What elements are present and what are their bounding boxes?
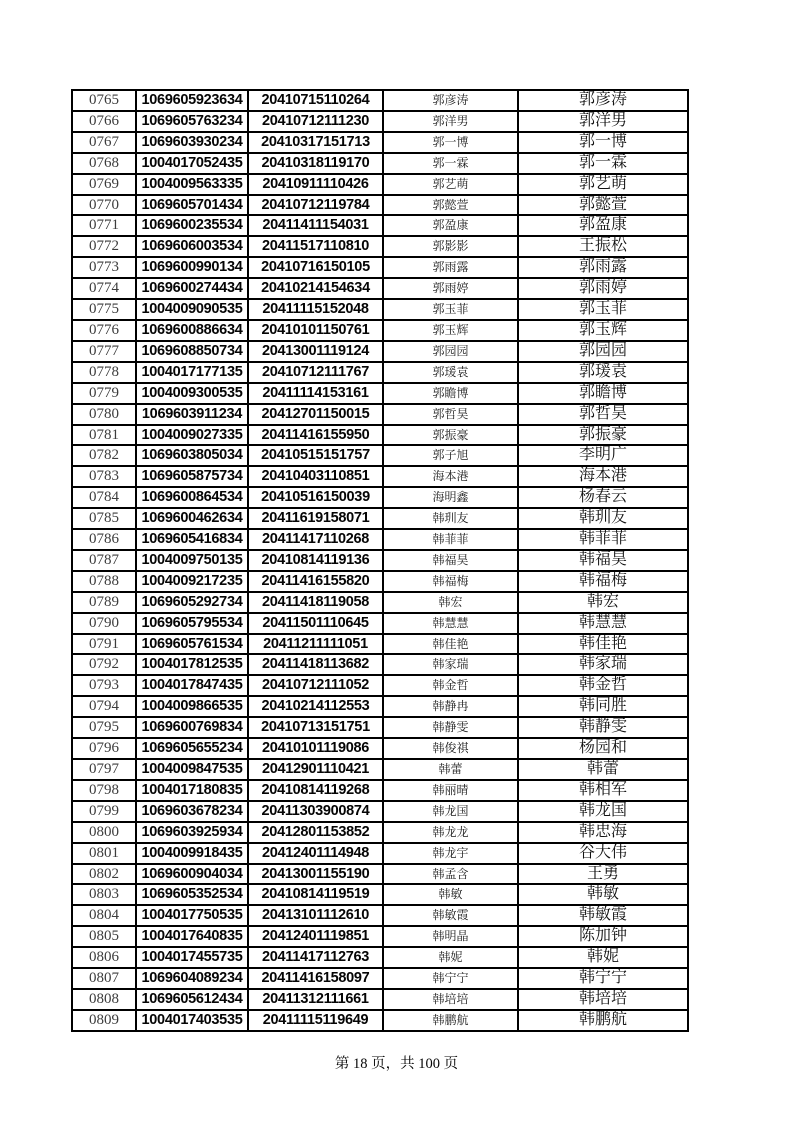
cell-serial: 0798 [72,780,136,801]
cell-code-a: 1069603911234 [136,404,248,425]
cell-code-a: 1004017403535 [136,1010,248,1031]
cell-name-secondary: 韩敏 [518,884,688,905]
cell-code-b: 20410515151757 [248,445,383,466]
cell-name-secondary: 郭懿萱 [518,195,688,216]
cell-code-a: 1069600904034 [136,864,248,885]
cell-code-a: 1069600274434 [136,278,248,299]
cell-code-a: 1069600769834 [136,717,248,738]
cell-name-secondary: 郭一博 [518,132,688,153]
cell-name-primary: 郭盈康 [383,215,518,236]
cell-name-secondary: 郭艺萌 [518,174,688,195]
cell-code-a: 1069606003534 [136,236,248,257]
cell-name-primary: 郭玉菲 [383,299,518,320]
table-row [72,1010,688,1031]
cell-name-secondary: 郭洋男 [518,111,688,132]
cell-code-b: 20410214154634 [248,278,383,299]
cell-name-secondary: 李明广 [518,445,688,466]
table-row [72,926,688,947]
table-row [72,404,688,425]
cell-name-secondary: 韩菲菲 [518,529,688,550]
cell-serial: 0784 [72,487,136,508]
cell-name-secondary: 郭一霖 [518,153,688,174]
cell-name-primary: 郭彦涛 [383,90,518,111]
table-row [72,111,688,132]
cell-name-primary: 韩静冉 [383,696,518,717]
cell-name-secondary: 郭园园 [518,341,688,362]
cell-name-primary: 韩玔友 [383,508,518,529]
cell-name-secondary: 韩慧慧 [518,613,688,634]
cell-code-a: 1004017455735 [136,947,248,968]
cell-name-secondary: 郭瑗袁 [518,362,688,383]
cell-code-b: 20411417110268 [248,529,383,550]
cell-code-a: 1069600462634 [136,508,248,529]
cell-name-secondary: 郭彦涛 [518,90,688,111]
table-row [72,508,688,529]
cell-serial: 0777 [72,341,136,362]
cell-name-primary: 韩佳艳 [383,634,518,655]
table-row [72,738,688,759]
cell-code-a: 1069604089234 [136,968,248,989]
cell-name-secondary: 韩宁宁 [518,968,688,989]
cell-serial: 0801 [72,843,136,864]
table-row [72,383,688,404]
cell-code-a: 1069603925934 [136,822,248,843]
cell-code-a: 1069605701434 [136,195,248,216]
cell-serial: 0809 [72,1010,136,1031]
cell-serial: 0774 [72,278,136,299]
cell-code-a: 1004017847435 [136,675,248,696]
cell-name-primary: 郭振豪 [383,425,518,446]
cell-name-secondary: 韩同胜 [518,696,688,717]
cell-code-b: 20411418119058 [248,592,383,613]
cell-code-a: 1069608850734 [136,341,248,362]
cell-name-secondary: 韩敏霞 [518,905,688,926]
cell-name-primary: 郭一霖 [383,153,518,174]
cell-code-b: 20413001155190 [248,864,383,885]
cell-code-a: 1004017640835 [136,926,248,947]
table-row [72,341,688,362]
table-row [72,968,688,989]
cell-serial: 0782 [72,445,136,466]
cell-name-primary: 郭艺萌 [383,174,518,195]
table-row [72,780,688,801]
cell-name-primary: 韩孟含 [383,864,518,885]
cell-code-a: 1069605292734 [136,592,248,613]
table-row [72,153,688,174]
cell-code-a: 1069605763234 [136,111,248,132]
cell-name-secondary: 郭哲昊 [518,404,688,425]
cell-name-secondary: 韩家瑞 [518,654,688,675]
cell-code-b: 20412401114948 [248,843,383,864]
cell-name-secondary: 韩静雯 [518,717,688,738]
cell-serial: 0808 [72,989,136,1010]
table-row [72,613,688,634]
cell-serial: 0780 [72,404,136,425]
cell-name-secondary: 杨园和 [518,738,688,759]
cell-name-primary: 海本港 [383,466,518,487]
table-row [72,717,688,738]
cell-code-a: 1004017180835 [136,780,248,801]
cell-name-primary: 郭子旭 [383,445,518,466]
cell-name-secondary: 郭玉菲 [518,299,688,320]
table-row [72,278,688,299]
cell-serial: 0767 [72,132,136,153]
table-row [72,759,688,780]
cell-code-b: 20410712111230 [248,111,383,132]
cell-serial: 0779 [72,383,136,404]
cell-code-b: 20410516150039 [248,487,383,508]
table-row [72,592,688,613]
cell-name-primary: 郭一博 [383,132,518,153]
cell-code-a: 1004017750535 [136,905,248,926]
cell-serial: 0790 [72,613,136,634]
cell-code-b: 20411115152048 [248,299,383,320]
roster-table-body [72,90,688,1031]
cell-code-a: 1004009918435 [136,843,248,864]
cell-code-a: 1004009563335 [136,174,248,195]
cell-name-secondary: 韩福梅 [518,571,688,592]
cell-name-primary: 郭哲昊 [383,404,518,425]
table-row [72,822,688,843]
cell-name-secondary: 韩忠海 [518,822,688,843]
cell-serial: 0802 [72,864,136,885]
cell-code-b: 20411312111661 [248,989,383,1010]
cell-name-primary: 韩龙龙 [383,822,518,843]
cell-name-primary: 海明鑫 [383,487,518,508]
table-row [72,529,688,550]
table-row [72,299,688,320]
cell-name-secondary: 韩龙国 [518,801,688,822]
cell-code-b: 20411517110810 [248,236,383,257]
cell-name-secondary: 韩玔友 [518,508,688,529]
cell-name-primary: 韩培培 [383,989,518,1010]
cell-name-secondary: 韩金哲 [518,675,688,696]
cell-code-b: 20410317151713 [248,132,383,153]
cell-name-primary: 韩金哲 [383,675,518,696]
cell-name-secondary: 海本港 [518,466,688,487]
cell-code-b: 20411416155820 [248,571,383,592]
cell-name-primary: 韩敏 [383,884,518,905]
cell-code-a: 1004017052435 [136,153,248,174]
table-row [72,571,688,592]
cell-name-primary: 郭影影 [383,236,518,257]
cell-code-b: 20411115119649 [248,1010,383,1031]
cell-name-primary: 郭玉辉 [383,320,518,341]
cell-name-primary: 韩家瑞 [383,654,518,675]
cell-name-secondary: 谷大伟 [518,843,688,864]
cell-code-b: 20410214112553 [248,696,383,717]
table-row [72,634,688,655]
cell-code-b: 20411303900874 [248,801,383,822]
table-row [72,675,688,696]
cell-name-primary: 韩宁宁 [383,968,518,989]
table-row [72,905,688,926]
table-row [72,257,688,278]
cell-name-primary: 郭懿萱 [383,195,518,216]
cell-serial: 0772 [72,236,136,257]
table-row [72,801,688,822]
cell-serial: 0765 [72,90,136,111]
cell-code-a: 1069603805034 [136,445,248,466]
cell-name-primary: 韩蕾 [383,759,518,780]
cell-code-a: 1069605923634 [136,90,248,111]
cell-name-primary: 韩丽晴 [383,780,518,801]
cell-code-b: 20410712111052 [248,675,383,696]
cell-code-a: 1069605612434 [136,989,248,1010]
table-row [72,320,688,341]
cell-serial: 0787 [72,550,136,571]
cell-name-primary: 韩龙宇 [383,843,518,864]
cell-serial: 0768 [72,153,136,174]
cell-name-primary: 韩宏 [383,592,518,613]
cell-name-primary: 郭洋男 [383,111,518,132]
cell-serial: 0806 [72,947,136,968]
cell-name-secondary: 王振松 [518,236,688,257]
cell-serial: 0793 [72,675,136,696]
cell-name-secondary: 韩佳艳 [518,634,688,655]
cell-name-primary: 韩妮 [383,947,518,968]
cell-code-b: 20410814119519 [248,884,383,905]
cell-name-primary: 韩福梅 [383,571,518,592]
cell-name-primary: 郭瑗袁 [383,362,518,383]
cell-code-b: 20412401119851 [248,926,383,947]
cell-name-secondary: 郭振豪 [518,425,688,446]
table-row [72,174,688,195]
cell-name-secondary: 杨春云 [518,487,688,508]
cell-code-b: 20411411154031 [248,215,383,236]
cell-code-b: 20413001119124 [248,341,383,362]
cell-serial: 0789 [72,592,136,613]
cell-code-a: 1069600886634 [136,320,248,341]
cell-code-a: 1004009090535 [136,299,248,320]
cell-serial: 0773 [72,257,136,278]
cell-name-secondary: 韩相军 [518,780,688,801]
cell-code-b: 20410716150105 [248,257,383,278]
cell-serial: 0786 [72,529,136,550]
cell-code-b: 20412801153852 [248,822,383,843]
cell-code-b: 20412901110421 [248,759,383,780]
cell-code-a: 1004009027335 [136,425,248,446]
cell-code-a: 1069605875734 [136,466,248,487]
cell-code-a: 1069603678234 [136,801,248,822]
cell-code-b: 20411501110645 [248,613,383,634]
cell-name-secondary: 韩福昊 [518,550,688,571]
cell-code-b: 20410814119268 [248,780,383,801]
cell-serial: 0799 [72,801,136,822]
table-row [72,445,688,466]
cell-serial: 0788 [72,571,136,592]
cell-name-primary: 郭雨婷 [383,278,518,299]
cell-code-a: 1004009300535 [136,383,248,404]
cell-name-secondary: 郭盈康 [518,215,688,236]
cell-name-secondary: 郭雨露 [518,257,688,278]
table-row [72,550,688,571]
cell-serial: 0766 [72,111,136,132]
cell-serial: 0807 [72,968,136,989]
cell-serial: 0792 [72,654,136,675]
table-row [72,466,688,487]
cell-name-primary: 韩菲菲 [383,529,518,550]
cell-code-b: 20410713151751 [248,717,383,738]
cell-name-secondary: 韩宏 [518,592,688,613]
table-row [72,487,688,508]
table-row [72,654,688,675]
cell-name-secondary: 郭玉辉 [518,320,688,341]
cell-code-a: 1069605795534 [136,613,248,634]
cell-name-primary: 韩敏霞 [383,905,518,926]
cell-serial: 0794 [72,696,136,717]
cell-code-a: 1069600864534 [136,487,248,508]
cell-name-primary: 韩俊祺 [383,738,518,759]
cell-code-a: 1004009217235 [136,571,248,592]
table-row [72,864,688,885]
cell-code-b: 20412701150015 [248,404,383,425]
page-footer: 第 18 页，共 100 页 [334,1056,459,1072]
cell-code-b: 20411418113682 [248,654,383,675]
cell-code-a: 1004017812535 [136,654,248,675]
table-row [72,236,688,257]
cell-code-b: 20410712119784 [248,195,383,216]
table-row [72,696,688,717]
cell-code-b: 20411619158071 [248,508,383,529]
cell-serial: 0791 [72,634,136,655]
cell-serial: 0795 [72,717,136,738]
table-row [72,425,688,446]
cell-code-b: 20410911110426 [248,174,383,195]
cell-code-a: 1004009750135 [136,550,248,571]
cell-code-b: 20411417112763 [248,947,383,968]
cell-serial: 0783 [72,466,136,487]
cell-code-a: 1069605761534 [136,634,248,655]
table-row [72,947,688,968]
cell-code-b: 20410814119136 [248,550,383,571]
cell-name-primary: 韩静雯 [383,717,518,738]
cell-code-b: 20411416158097 [248,968,383,989]
cell-serial: 0771 [72,215,136,236]
cell-serial: 0800 [72,822,136,843]
cell-serial: 0769 [72,174,136,195]
table-row [72,215,688,236]
cell-code-a: 1069605352534 [136,884,248,905]
cell-code-a: 1004009866535 [136,696,248,717]
table-row [72,989,688,1010]
cell-name-secondary: 韩培培 [518,989,688,1010]
cell-name-primary: 韩鹏航 [383,1010,518,1031]
cell-name-primary: 郭雨露 [383,257,518,278]
cell-code-b: 20410715110264 [248,90,383,111]
table-row [72,843,688,864]
cell-serial: 0804 [72,905,136,926]
cell-name-secondary: 韩蕾 [518,759,688,780]
cell-code-a: 1069603930234 [136,132,248,153]
cell-name-primary: 韩龙国 [383,801,518,822]
cell-serial: 0785 [72,508,136,529]
cell-code-b: 20411114153161 [248,383,383,404]
table-row [72,90,688,111]
cell-code-a: 1069600235534 [136,215,248,236]
cell-serial: 0770 [72,195,136,216]
roster-table [71,89,689,1032]
cell-code-a: 1004017177135 [136,362,248,383]
cell-serial: 0781 [72,425,136,446]
cell-name-primary: 韩福昊 [383,550,518,571]
table-row [72,132,688,153]
cell-name-primary: 郭园园 [383,341,518,362]
cell-code-b: 20410101150761 [248,320,383,341]
cell-serial: 0797 [72,759,136,780]
cell-serial: 0803 [72,884,136,905]
cell-code-a: 1069600990134 [136,257,248,278]
cell-name-primary: 郭瞻博 [383,383,518,404]
cell-name-secondary: 郭雨婷 [518,278,688,299]
cell-serial: 0775 [72,299,136,320]
cell-name-secondary: 郭瞻博 [518,383,688,404]
cell-code-b: 20410712111767 [248,362,383,383]
cell-serial: 0778 [72,362,136,383]
cell-code-b: 20410318119170 [248,153,383,174]
cell-name-secondary: 韩妮 [518,947,688,968]
cell-name-secondary: 王勇 [518,864,688,885]
cell-name-primary: 韩慧慧 [383,613,518,634]
cell-serial: 0805 [72,926,136,947]
cell-code-a: 1004009847535 [136,759,248,780]
cell-code-b: 20411416155950 [248,425,383,446]
table-row [72,884,688,905]
cell-code-b: 20410403110851 [248,466,383,487]
cell-code-b: 20410101119086 [248,738,383,759]
cell-name-secondary: 陈加钟 [518,926,688,947]
cell-code-a: 1069605416834 [136,529,248,550]
table-row [72,362,688,383]
cell-name-primary: 韩明晶 [383,926,518,947]
cell-code-b: 20411211111051 [248,634,383,655]
cell-code-b: 20413101112610 [248,905,383,926]
cell-serial: 0796 [72,738,136,759]
cell-code-a: 1069605655234 [136,738,248,759]
table-row [72,195,688,216]
cell-serial: 0776 [72,320,136,341]
cell-name-secondary: 韩鹏航 [518,1010,688,1031]
